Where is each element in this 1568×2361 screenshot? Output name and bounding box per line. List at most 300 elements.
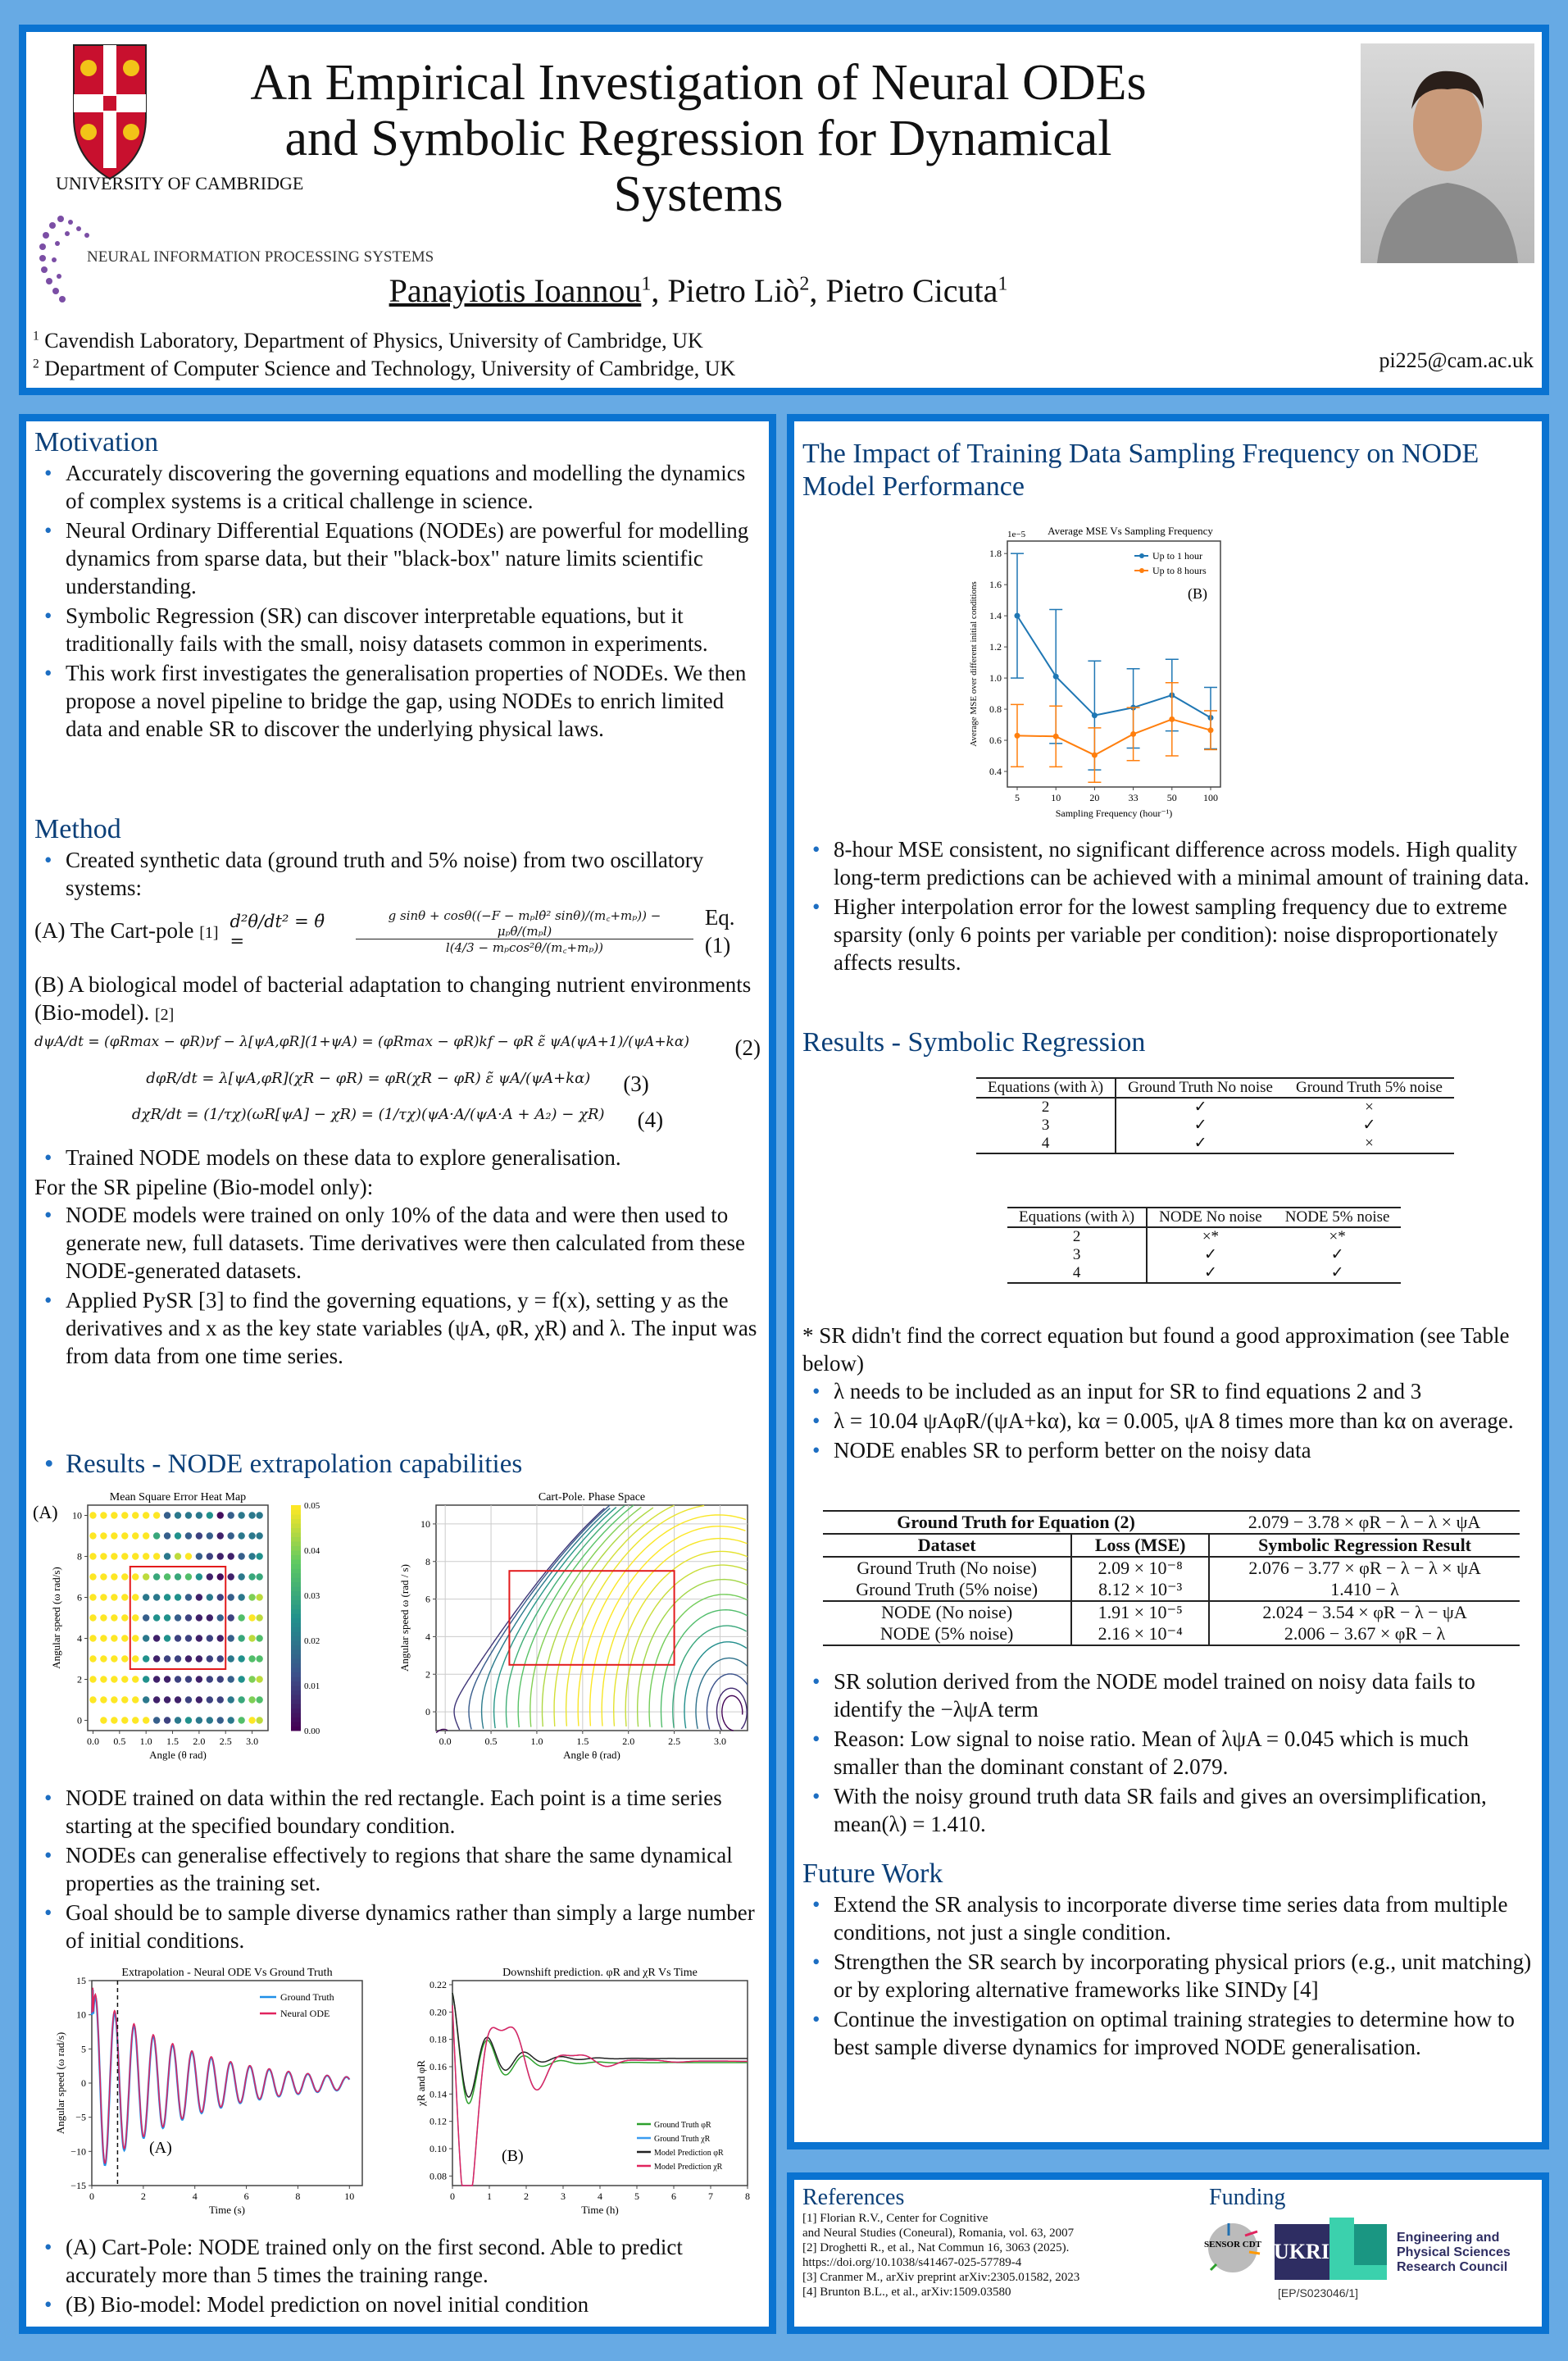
heatmap-point [248,1655,255,1662]
heatmap-point [228,1553,234,1559]
series-line [452,2005,748,2186]
author-name: Pietro Cicuta [825,272,998,309]
header-panel [19,25,1549,395]
panel-label: (A) [149,2139,172,2157]
x-tick-label: 6 [671,2190,676,2202]
table-cell: 2.006 − 3.67 × φR − λ [1284,1623,1446,1644]
node-results-section [34,1448,761,1482]
colorbar-segment [291,1640,301,1645]
heatmap-point [143,1676,149,1682]
heatmap-point [153,1553,160,1559]
y-tick-label: 1.2 [989,641,1002,653]
y-tick-label: −10 [70,2145,86,2158]
heatmap-point [89,1553,96,1559]
list-item: • (A) Cart-Pole: NODE trained only on the first second. Able to predict accurately more than 5 times the training range. [66,2233,761,2289]
table-cell: 4 [1007,1264,1147,1283]
heatmap-point [143,1696,149,1703]
heatmap-point [111,1635,117,1641]
colorbar-segment [291,1546,301,1551]
heatmap-point [256,1676,262,1682]
heatmap-point [256,1635,262,1641]
plot-frame [1007,541,1220,787]
heatmap-point [100,1512,107,1518]
table-row [976,1117,1454,1135]
heatmap-point [248,1635,255,1641]
ground-truth-equation: 2.079 − 3.78 × φR − λ − λ × ψA [1248,1512,1481,1532]
heatmap-point [132,1553,139,1559]
heatmap-point [207,1676,213,1682]
heatmap-point [89,1655,96,1662]
colorbar-segment [291,1510,301,1515]
heatmap-point [248,1512,255,1518]
references-funding-panel [787,2172,1549,2334]
heatmap-point [89,1594,96,1600]
heatmap-point [238,1532,244,1539]
reference-link[interactable]: https://doi.org/10.1038/s41467-025-57789-4 [802,2256,1022,2269]
x-axis-label: Sampling Frequency (hour⁻¹) [1055,807,1173,819]
x-tick-label: 4 [598,2190,602,2202]
heatmap-point [153,1635,160,1641]
heatmap-point [256,1696,262,1703]
y-tick-label: 0.6 [989,735,1002,747]
x-axis-label: Time (h) [581,2204,619,2216]
heatmap-point [248,1553,255,1559]
table-cell: ✓ [1330,1246,1344,1263]
heatmap-point [111,1717,117,1723]
heatmap-point [248,1717,255,1723]
legend-marker [1139,553,1144,558]
table-header: Dataset [823,1534,1071,1557]
colorbar-tick-label: 0.03 [304,1591,320,1601]
heatmap-point [217,1532,224,1539]
y-tick-label: 0.10 [429,2143,447,2154]
colorbar-segment [291,1672,301,1677]
heatmap-point [228,1676,234,1682]
citation: [1] [199,923,219,942]
colorbar-segment [291,1676,301,1681]
heatmap-point [248,1532,255,1539]
colorbar-segment [291,1685,301,1690]
x-tick-label: 2.0 [622,1735,635,1747]
eq3-row [34,1070,761,1098]
legend-label: Neural ODE [280,2008,330,2019]
colorbar-tick-label: 0.02 [304,1636,320,1646]
list-item: • NODE models were trained on only 10% of the data and were then used to generate new, full datasets. Time derivatives were then calculated from these NODE-generated datasets. [66,1201,761,1285]
heatmap-point [121,1655,128,1662]
streamline [566,1506,705,1726]
heatmap-point [217,1573,224,1580]
eq1-numerator: g sinθ + cosθ((−F − mₚlθ̇² sinθ)/(m꜀+mₚ)) − μₚθ̇/(mₚl) [356,908,693,939]
y-axis-label: χR and φR [415,2060,427,2106]
heatmap-point [217,1614,224,1621]
y-tick-label: 0 [425,1706,430,1718]
heatmap-point [121,1512,128,1518]
data-point [1208,727,1214,733]
heatmap-point [228,1614,234,1621]
heatmap-point [153,1676,160,1682]
section-heading: Method [34,814,121,844]
table-cell: 2.076 − 3.77 × φR − λ − λ × ψA [1248,1558,1481,1578]
list-item: • With the noisy ground truth data SR fails and gives an oversimplification, mean(λ) = 1.410. [834,1782,1534,1838]
heatmap-point [248,1573,255,1580]
heatmap-point [132,1512,139,1518]
list-item: • Accurately discovering the governing equations and modelling the dynamics of complex systems is a critical challenge in science. [66,459,761,515]
chart-title: Average MSE Vs Sampling Frequency [1048,525,1213,537]
x-tick-label: 7 [708,2190,713,2202]
heatmap-point [111,1532,117,1539]
x-axis-label: Angle θ (rad) [563,1749,620,1761]
heatmap-point [175,1676,181,1682]
data-point [1015,613,1020,619]
table-header: Ground Truth 5% noise [1295,1079,1443,1096]
sampling-bullets [802,835,1534,978]
author-photo [1361,43,1534,263]
heatmap-point [207,1696,213,1703]
heatmap-point [228,1717,234,1723]
epsrc-name: Engineering and Physical Sciences Research Council [1397,2231,1511,2274]
heatmap-point [175,1696,181,1703]
streamline [707,1674,748,1730]
colorbar-segment [291,1555,301,1560]
list-item: • NODEs can generalise effectively to regions that share the same dynamical properties as the training set. [66,1841,761,1897]
heatmap-point [196,1594,202,1600]
table-cell: 2.09 × 10⁻⁸ [1071,1557,1209,1579]
contact-email[interactable]: pi225@cam.ac.uk [1379,348,1534,372]
x-tick-label: 4 [192,2190,198,2202]
y-tick-label: 0.8 [989,703,1002,716]
heatmap-point [185,1717,192,1723]
section-heading: References [802,2185,905,2210]
table-cell: 8.12 × 10⁻³ [1071,1579,1209,1601]
bio-model-text: (B) A biological model of bacterial adaptation to changing nutrient environments (Bio-model). [34,972,752,1025]
heatmap-point [100,1696,107,1703]
list-item: • λ = 10.04 ψAφR/(ψA+kα), kα = 0.005, ψA 8 times more than kα on average. [834,1407,1534,1435]
funding-section [1204,2185,1540,2324]
heatmap-point [175,1553,181,1559]
heatmap-point [89,1696,96,1703]
heatmap-point [143,1553,149,1559]
heatmap-point [185,1532,192,1539]
heatmap-point [196,1676,202,1682]
table-cell: ✓ [1193,1117,1207,1134]
sr-discussion [802,1667,1534,1840]
table-row [823,1623,1520,1645]
eq4-tag: (4) [637,1108,664,1132]
heatmap-point [143,1512,149,1518]
table-header: Loss (MSE) [1071,1534,1209,1557]
y-tick-label: 2 [77,1673,82,1685]
heatmap-point [143,1594,149,1600]
table-header: Equations (with λ) [1007,1208,1147,1227]
heatmap-point [89,1676,96,1682]
affiliation-text: Department of Computer Science and Technology, University of Cambridge, UK [44,357,736,380]
heatmap-point [89,1614,96,1621]
ukri-text: UKRI [1274,2240,1329,2263]
y-axis-label: Angular speed ω (rad / s) [398,1564,411,1672]
chart-title: Mean Square Error Heat Map [109,1491,247,1503]
y-tick-label: 10 [420,1517,430,1530]
series-line [452,2005,748,2186]
colorbar-segment [291,1654,301,1659]
heatmap-point [185,1614,192,1621]
list-item: • NODE trained on data within the red rectangle. Each point is a time series starting at the specified boundary condition. [66,1784,761,1840]
colorbar-segment [291,1541,301,1546]
future-work-section [802,1858,1534,2063]
colorbar-segment [291,1667,301,1672]
heatmap-point [100,1573,107,1580]
list-item: • Created synthetic data (ground truth and 5% noise) from two oscillatory systems: [66,846,761,902]
y-tick-label: 2 [425,1668,430,1681]
table-cell: ✓ [1203,1264,1217,1281]
y-tick-label: 4 [425,1631,430,1643]
x-tick-label: 5 [1015,792,1020,803]
sr-results-section [802,1026,1534,1059]
table-cell: ✓ [1203,1246,1217,1263]
list-item: • 8-hour MSE consistent, no significant difference across models. High quality long-term predictions can be achieved with a minimal amount of training data. [834,835,1534,891]
reference-item: [1] Florian R.V., Center for Cognitive [802,2212,989,2225]
node-results-captions [34,2233,761,2320]
heatmap-point [207,1553,213,1559]
table-cell: ×* [1329,1228,1346,1245]
series-line [1017,616,1211,717]
x-tick-label: 100 [1203,792,1218,803]
table-row [823,1557,1520,1579]
y-tick-label: 15 [76,1975,86,1986]
list-item: • This work first investigates the generalisation properties of NODEs. We then propose a novel pipeline to bridge the gap, using NODEs to enrich limited data and enable SR to discover the underlying physical laws. [66,659,761,743]
colorbar-segment [291,1708,301,1713]
heatmap-point [164,1655,170,1662]
reference-item: [2] Droghetti R., et al., Nat Commun 16, 3063 (2025). [802,2241,1070,2254]
y-tick-label: 1.8 [989,548,1002,560]
eq1-fraction [356,908,693,956]
x-tick-label: 5 [634,2190,639,2202]
streamline [625,1565,747,1726]
y-tick-label: 0.22 [429,1979,447,1990]
heatmap-point [175,1594,181,1600]
data-point [1130,731,1136,737]
section-heading: The Impact of Training Data Sampling Frequency on NODE Model Performance [802,439,1479,502]
heatmap-point [217,1553,224,1559]
x-tick-label: 1 [487,2190,492,2202]
list-item: • Reason: Low signal to noise ratio. Mean of λψA = 0.045 which is much smaller than the dominant constant of 2.079. [834,1725,1534,1781]
y-tick-label: 0.18 [429,2033,447,2045]
heatmap-point [185,1553,192,1559]
heatmap-point [89,1635,96,1641]
data-point [1169,716,1175,722]
colorbar-segment [291,1519,301,1524]
author-affiliation-mark: 2 [799,273,810,295]
x-tick-label: 33 [1128,792,1139,803]
heatmap-point [132,1532,139,1539]
streamline [530,1508,642,1727]
eq1-tag: Eq.(1) [704,905,735,958]
table-row [1007,1246,1401,1264]
colorbar-segment [291,1663,301,1668]
colorbar-segment [291,1636,301,1641]
heatmap-point [196,1573,202,1580]
colorbar-segment [291,1604,301,1609]
table-header: NODE No noise [1159,1208,1262,1226]
heatmap-point [207,1614,213,1621]
colorbar-tick-label: 0.04 [304,1546,320,1556]
colorbar-segment [291,1704,301,1708]
legend-label: Model Prediction χR [654,2163,723,2172]
heatmap-point [196,1512,202,1518]
heatmap-point [100,1614,107,1621]
heatmap-point [143,1532,149,1539]
list-item: • Continue the investigation on optimal training strategies to determine how to best sample diverse dynamics for improved NODE generalisation. [834,2005,1534,2061]
heatmap-point [238,1553,244,1559]
list-item: • Higher interpolation error for the lowest sampling frequency due to extreme sparsity (only 6 points per variable per condition): noise disproportionately affects results. [834,893,1534,976]
heatmap-point [207,1635,213,1641]
heatmap-point [228,1635,234,1641]
y-tick-label: −5 [75,2111,86,2123]
table-cell: ✓ [1193,1099,1207,1116]
heatmap-point [185,1655,192,1662]
heatmap-point [164,1532,170,1539]
mse-sampling-chart [950,518,1343,846]
colorbar-segment [291,1690,301,1695]
panel-label: (B) [1188,585,1207,602]
heatmap-point [217,1512,224,1518]
colorbar-segment [291,1609,301,1614]
colorbar-segment [291,1523,301,1528]
heatmap-point [175,1512,181,1518]
heatmap-point [111,1553,117,1559]
table-cell: 1.410 − λ [1330,1579,1399,1599]
heatmap-point [228,1573,234,1580]
eq3: dφR/dt = λ[ψA,φR](χR − φR) = φR(χR − φR) ε̃ ψA/(ψA+kα) [146,1070,591,1087]
poster-title: An Empirical Investigation of Neural ODEs and Symbolic Regression for Dynamical Systems [250,55,1147,222]
heatmap-point [132,1676,139,1682]
affiliation-2 [33,357,735,381]
ground-truth-label: Ground Truth for Equation (2) [897,1512,1135,1532]
heatmap-point [121,1614,128,1621]
data-point [1053,734,1059,739]
streamline [722,1696,743,1731]
y-axis-label: Angular speed (ω rad/s) [54,2031,66,2135]
heatmap-point [256,1717,262,1723]
heatmap-point [100,1635,107,1641]
x-tick-label: 1.0 [139,1735,152,1747]
right-column-panel [787,414,1549,2149]
references-section [802,2185,1179,2300]
y-tick-label: 6 [425,1593,430,1605]
heatmap-point [100,1553,107,1559]
heatmap-point [153,1614,160,1621]
legend-label: Ground Truth [280,1991,334,2003]
heatmap-point [121,1553,128,1559]
heatmap-point [100,1676,107,1682]
colorbar-segment [291,1726,301,1731]
table-cell: Ground Truth (No noise) [823,1557,1071,1579]
colorbar-segment [291,1627,301,1632]
author-affiliation-mark: 1 [641,273,652,295]
heatmap-point [111,1512,117,1518]
streamline [638,1580,748,1727]
colorbar-segment [291,1568,301,1573]
heatmap-point [217,1676,224,1682]
x-tick-label: 3.0 [713,1735,726,1747]
heatmap-point [164,1696,170,1703]
sr-results-table [823,1510,1520,1646]
x-tick-label: 6 [243,2190,249,2202]
heatmap-point [100,1594,107,1600]
heatmap-point [175,1573,181,1580]
colorbar-segment [291,1681,301,1686]
heatmap-point [143,1614,149,1621]
heatmap-point [248,1696,255,1703]
heatmap-point [175,1635,181,1641]
heatmap-point [248,1594,255,1600]
colorbar-segment [291,1591,301,1596]
data-point [1092,712,1098,718]
colorbar-segment [291,1532,301,1537]
reference-item: and Neural Studies (Coneural), Romania, vol. 63, 2007 [802,2227,1075,2240]
heatmap-point [228,1594,234,1600]
colorbar-segment [291,1699,301,1704]
heatmap-point [89,1573,96,1580]
section-heading: Funding [1209,2185,1286,2210]
list-item: • Neural Ordinary Differential Equations (NODEs) are powerful for modelling dynamics from sparse data, but their "black-box" nature limits scientific understanding. [66,516,761,600]
table-cell: NODE (No noise) [823,1601,1071,1623]
heatmap-point [185,1676,192,1682]
colorbar-segment [291,1528,301,1533]
colorbar-segment [291,1613,301,1618]
x-tick-label: 1.0 [530,1735,543,1747]
colorbar-segment [291,1537,301,1542]
series-line [452,1993,748,2104]
ukri-logo-icon [1275,2218,1389,2283]
legend-label: Up to 1 hour [1152,550,1202,562]
heatmap-point [207,1512,213,1518]
table-cell: Ground Truth (5% noise) [823,1579,1071,1601]
x-axis-label: Angle (θ rad) [149,1749,207,1761]
y-tick-label: −15 [70,2180,86,2191]
heatmap-point [100,1717,107,1723]
heatmap-point [185,1512,192,1518]
mse-heatmap-chart [26,1487,370,1782]
heatmap-point [111,1573,117,1580]
table-cell: 2 [1007,1227,1147,1246]
heatmap-point [153,1573,160,1580]
heatmap-point [121,1717,128,1723]
heatmap-point [228,1512,234,1518]
x-tick-label: 2 [140,2190,146,2202]
affiliation-1 [33,329,703,353]
list-item: • (B) Bio-model: Model prediction on novel initial condition [66,2290,761,2318]
table-row [1007,1264,1401,1283]
heatmap-point [132,1614,139,1621]
colorbar-segment [291,1695,301,1699]
data-point [1015,733,1020,739]
heatmap-point [238,1614,244,1621]
heatmap-point [217,1696,224,1703]
table-row [976,1098,1454,1117]
colorbar-segment [291,1582,301,1587]
table-cell: 2.16 × 10⁻⁴ [1071,1623,1209,1645]
heatmap-point [164,1717,170,1723]
colorbar-segment [291,1713,301,1717]
heatmap-point [132,1717,139,1723]
x-tick-label: 3 [561,2190,566,2202]
heatmap-point [175,1655,181,1662]
section-heading: Motivation [34,427,159,457]
y-tick-label: 0 [77,1714,82,1726]
cartpole-equation-row [34,903,761,959]
panel-label: (A) [33,1502,58,1522]
table-cell: 3 [976,1117,1116,1135]
